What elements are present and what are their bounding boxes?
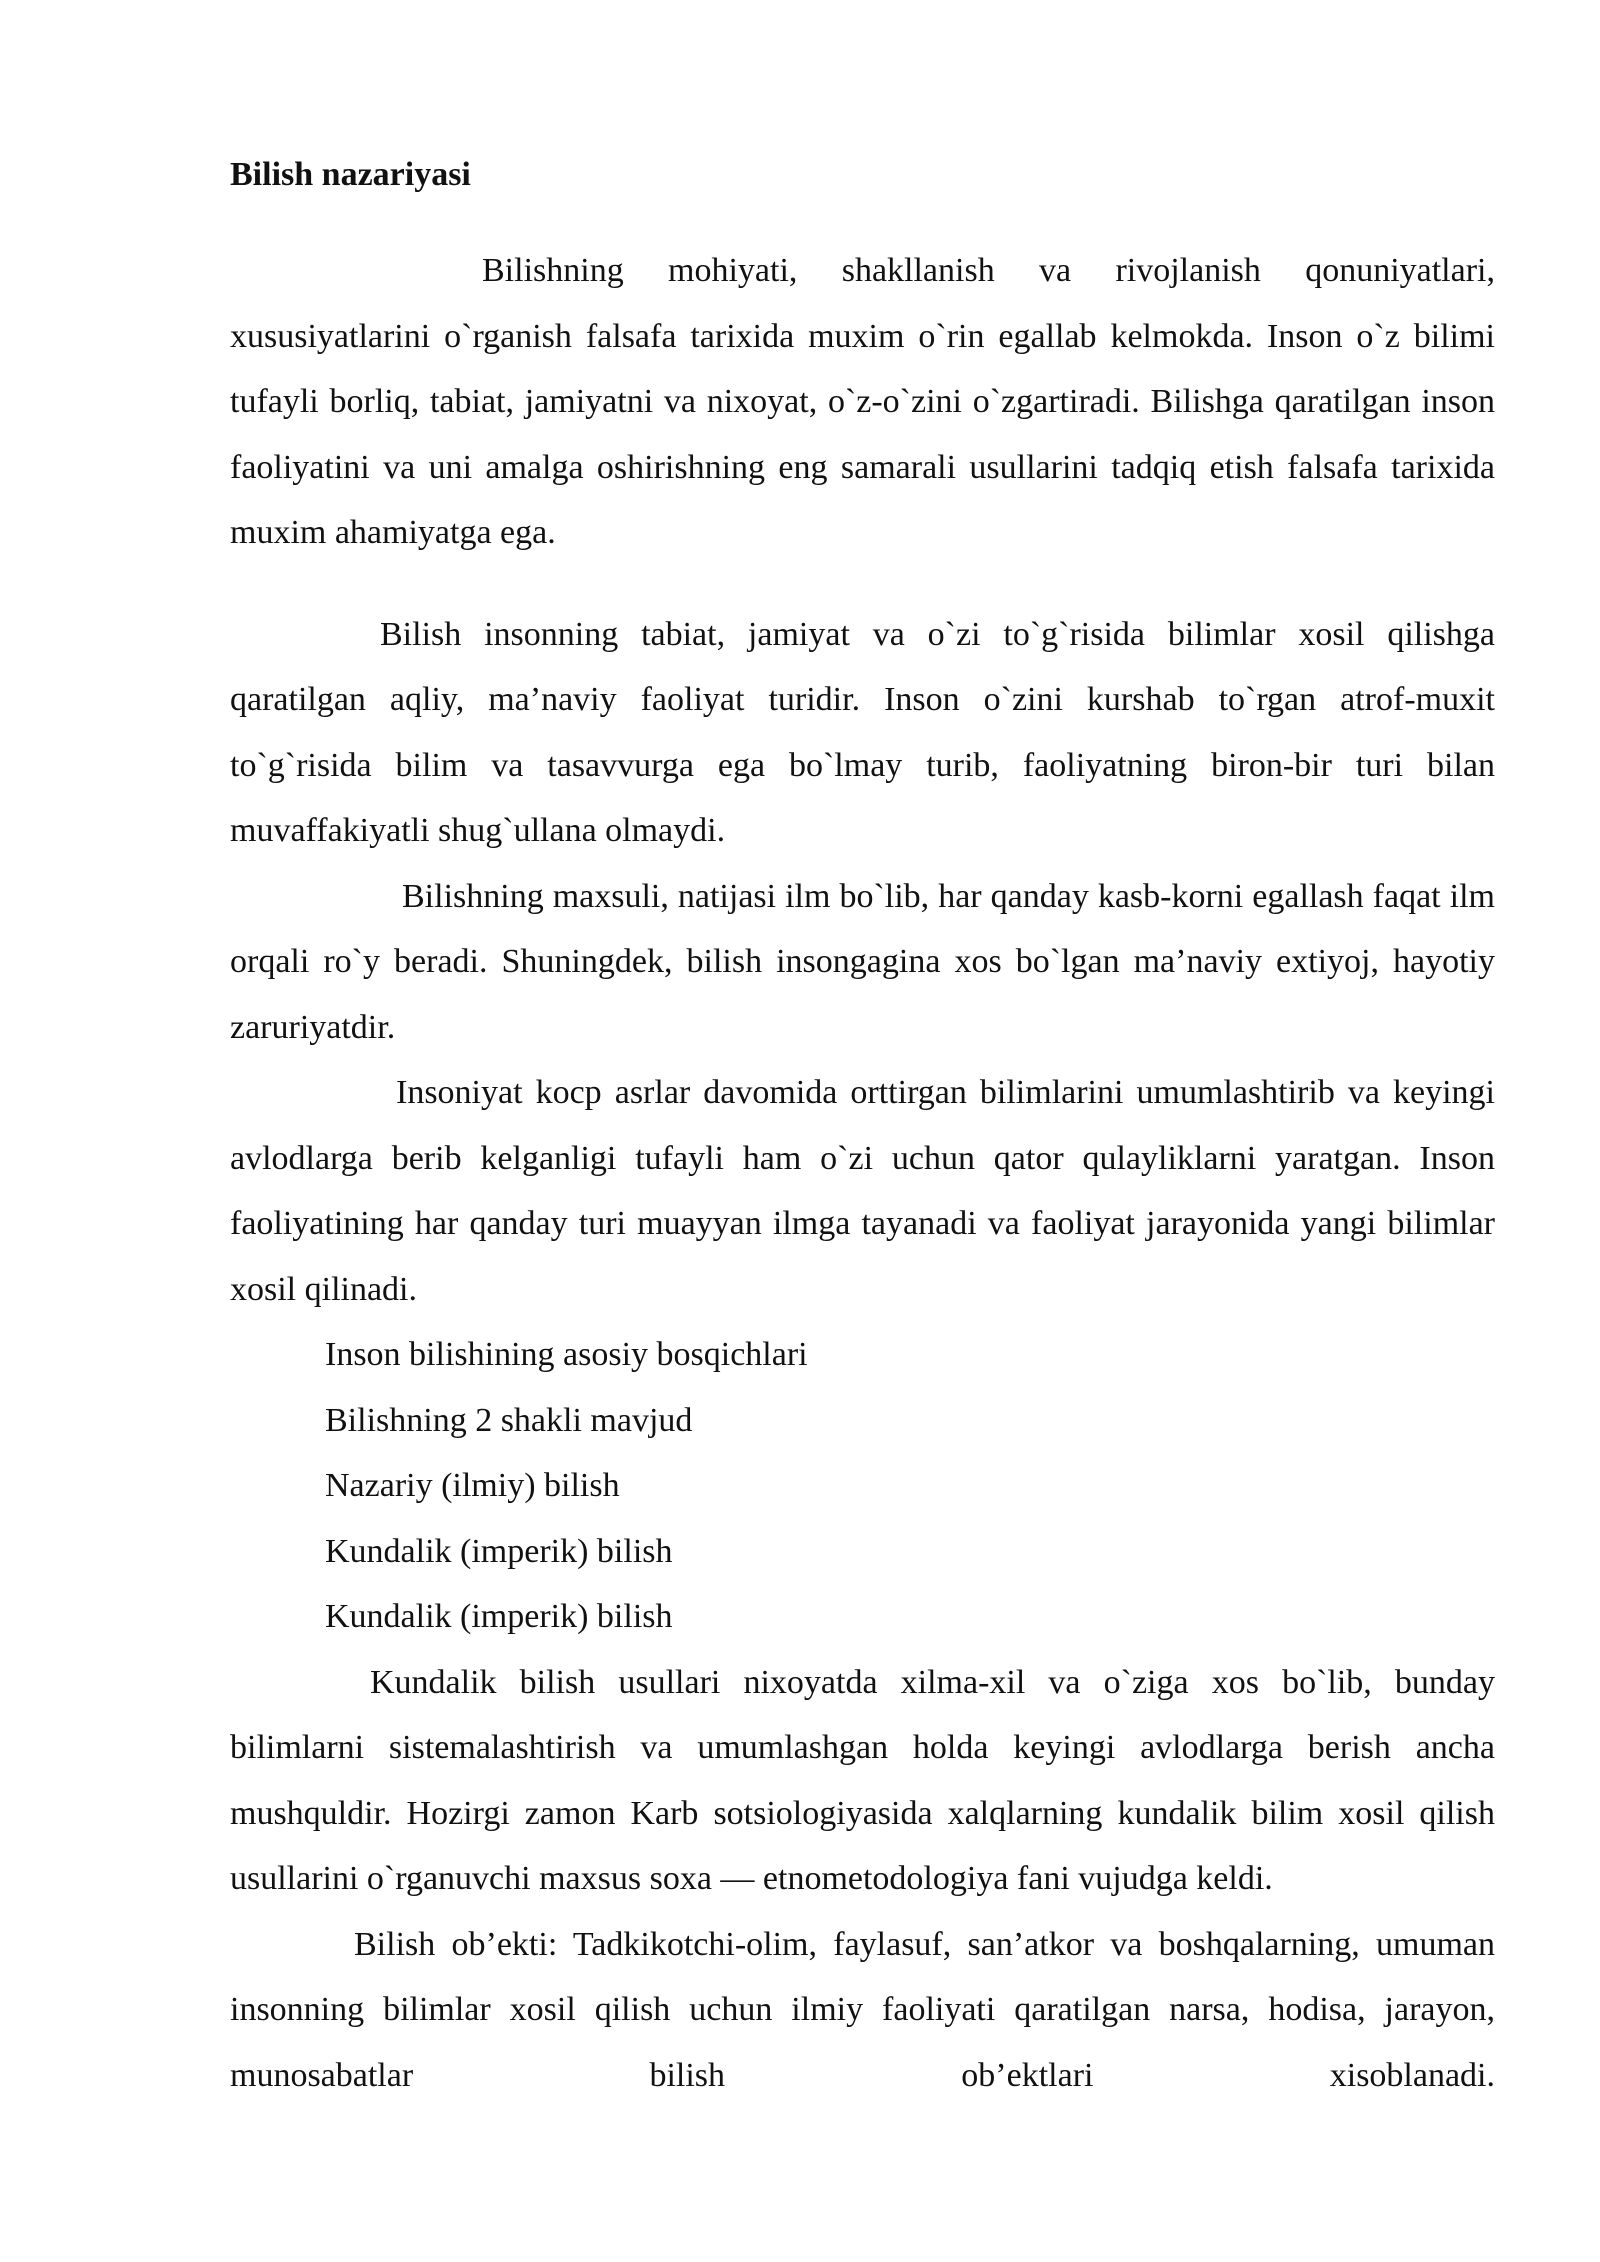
list-item: Bilishning 2 shakli mavjud	[325, 1401, 693, 1439]
list-item: Nazariy (ilmiy) bilish	[325, 1467, 620, 1504]
paragraph-knowledge-essence: Bilishning mohiyati, shakllanish va rivojlanish qonuniyatlari, xususiyatlarini o`rganish falsafa tarixida muxim o`rin egallab kelmokda. Inson o`z bilimi tufayli borliq, tabiat, jamiyatni va nixoyat, o`z-o`zini o`zgartiradi. Bilishga qaratilgan inson faoliyatini va uni amalga oshirishning eng samarali usullarini tadqiq etish falsafa tarixida muxim ahamiyatga ega.	[230, 252, 1495, 551]
list-item: Kundalik (imperik) bilish	[325, 1532, 673, 1570]
document-body	[230, 150, 1495, 2108]
paragraph-knowledge-definition: Bilish insonning tabiat, jamiyat va o`zi to`g`risida bilimlar xosil qilishga qaratilgan aqliy, ma’naviy faoliyat turidir. Inson o`zini kurshab to`rgan atrof-muxit to`g`risida bilim va tasavvurga ega bo`lmay turib, faoliyatning biron-bir turi bilan muvaffakiyatli shug`ullana olmaydi.	[230, 615, 1495, 849]
knowledge-forms-list	[230, 1322, 1495, 1650]
paragraph-knowledge-object: Bilish ob’ekti: Tadkikotchi-olim, faylasuf, san’atkor va boshqalarning, umuman insonning bilimlar xosil qilish uchun ilmiy faoliyati qaratilgan narsa, hodisa, jarayon, munosabatlar bilish ob’ektlari xisoblanadi.	[230, 1925, 1495, 2094]
document-title: Bilish nazariyasi	[230, 156, 471, 193]
list-item: Kundalik (imperik) bilish	[325, 1598, 673, 1635]
paragraph-knowledge-product: Bilishning maxsuli, natijasi ilm bo`lib, har qanday kasb-korni egallash faqat ilm orqali ro`y beradi. Shuningdek, bilish insongagina xos bo`lgan ma’naviy extiyoj, hayotiy zaruriyatdir.	[230, 877, 1495, 1046]
paragraph-humanity-knowledge: Insoniyat kocp asrlar davomida orttirgan bilimlarini umumlashtirib va keyingi avlodlarga berib kelganligi tufayli ham o`zi uchun qator qulayliklarni yaratgan. Inson faoliyatining har qanday turi muayyan ilmga tayanadi va faoliyat jarayonida yangi bilimlar xosil qilinadi.	[230, 1074, 1495, 1308]
list-item: Inson bilishining asosiy bosqichlari	[325, 1336, 808, 1373]
paragraph-everyday-knowledge: Kundalik bilish usullari nixoyatda xilma-xil va o`ziga xos bo`lib, bunday bilimlarni sistemalashtirish va umumlashgan holda keyingi avlodlarga berish ancha mushquldir. Hozirgi zamon Karb sotsiologiyasida xalqlarning kundalik bilim xosil qilish usullarini o`rganuvchi maxsus soxa — etnometodologiya fani vujudga keldi.	[230, 1663, 1495, 1897]
